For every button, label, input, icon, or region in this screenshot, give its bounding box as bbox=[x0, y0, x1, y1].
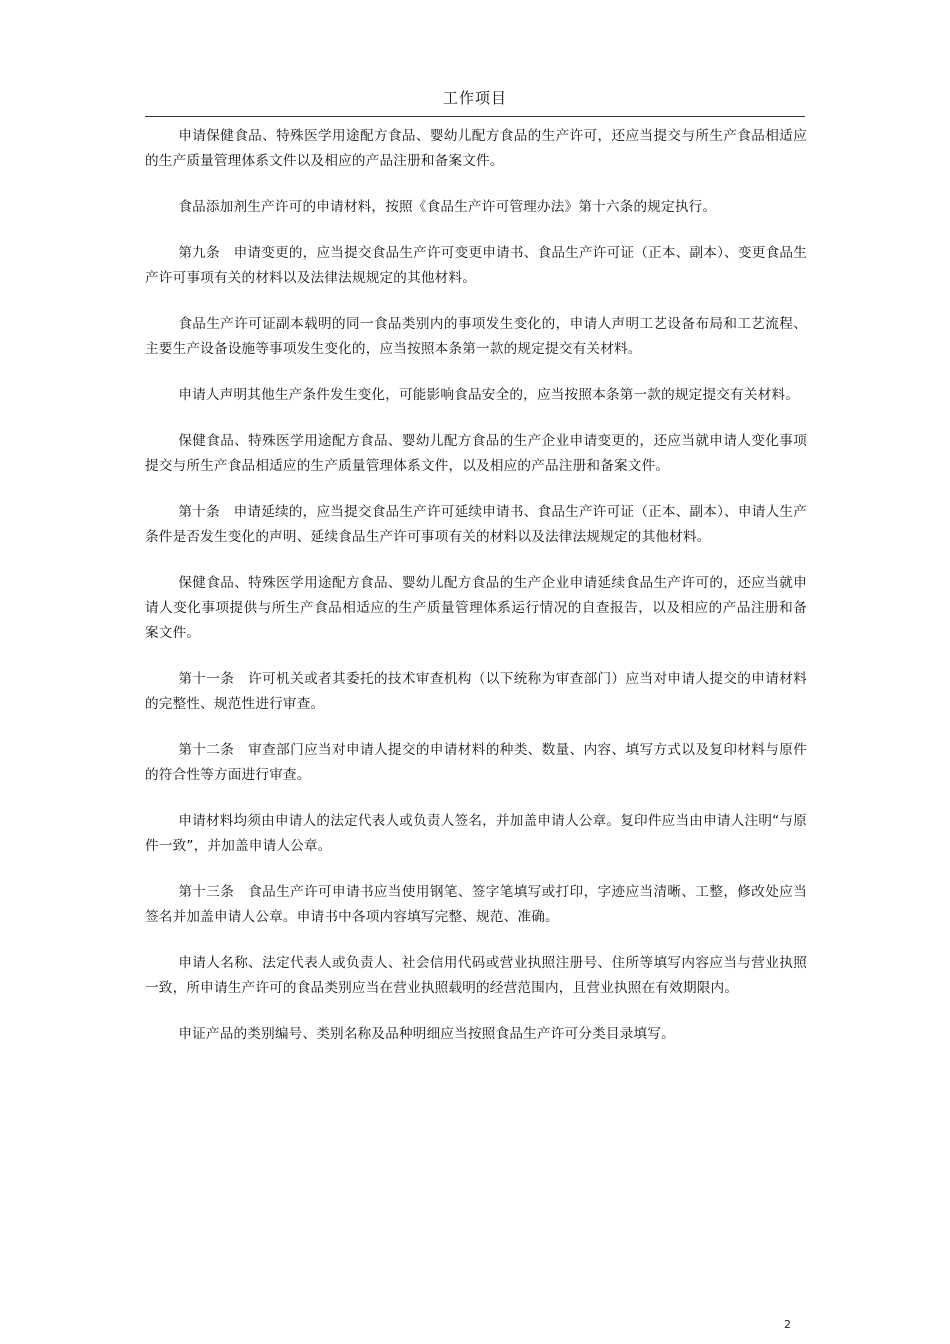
paragraph: 保健食品、特殊医学用途配方食品、婴幼儿配方食品的生产企业申请延续食品生产许可的，还应当就申请人变化事项提供与所生产食品相适应的生产质量管理体系运行情况的自查报告，以及相应的产品注册和备案文件。 bbox=[145, 575, 807, 641]
paragraph: 申请人声明其他生产条件发生变化，可能影响食品安全的，应当按照本条第一款的规定提交有关材料。 bbox=[178, 387, 800, 403]
paragraph: 第十二条 审查部门应当对申请人提交的申请材料的种类、数量、内容、填写方式以及复印材料与原件的符合性等方面进行审查。 bbox=[145, 742, 807, 783]
page-header bbox=[145, 82, 805, 117]
paragraph: 申请保健食品、特殊医学用途配方食品、婴幼儿配方食品的生产许可，还应当提交与所生产食品相适应的生产质量管理体系文件以及相应的产品注册和备案文件。 bbox=[145, 128, 807, 169]
paragraph: 申请人名称、法定代表人或负责人、社会信用代码或营业执照注册号、住所等填写内容应当与营业执照一致，所申请生产许可的食品类别应当在营业执照载明的经营范围内，且营业执照在有效期限内。 bbox=[145, 955, 807, 996]
paragraph: 申证产品的类别编号、类别名称及品种明细应当按照食品生产许可分类目录填写。 bbox=[178, 1026, 675, 1042]
page-header-title: 工作项目 bbox=[442, 89, 507, 107]
paragraph: 申请材料均须由申请人的法定代表人或负责人签名，并加盖申请人公章。复印件应当由申请人注明“与原件一致”，并加盖申请人公章。 bbox=[145, 813, 807, 854]
paragraph: 第九条 申请变更的，应当提交食品生产许可变更申请书、食品生产许可证（正本、副本）、变更食品生产许可事项有关的材料以及法律法规规定的其他材料。 bbox=[145, 245, 807, 286]
paragraph: 第十一条 许可机关或者其委托的技术审查机构（以下统称为审查部门）应当对申请人提交的申请材料的完整性、规范性进行审查。 bbox=[145, 671, 807, 712]
paragraph: 食品添加剂生产许可的申请材料，按照《食品生产许可管理办法》第十六条的规定执行。 bbox=[178, 199, 717, 215]
paragraph: 第十条 申请延续的，应当提交食品生产许可延续申请书、食品生产许可证（正本、副本）、申请人生产条件是否发生变化的声明、延续食品生产许可事项有关的材料以及法律法规规定的其他材料。 bbox=[145, 504, 807, 545]
paragraph: 保健食品、特殊医学用途配方食品、婴幼儿配方食品的生产企业申请变更的，还应当就申请人变化事项提交与所生产食品相适应的生产质量管理体系文件，以及相应的产品注册和备案文件。 bbox=[145, 433, 807, 474]
paragraph: 食品生产许可证副本载明的同一食品类别内的事项发生变化的，申请人声明工艺设备布局和工艺流程、主要生产设备设施等事项发生变化的，应当按照本条第一款的规定提交有关材料。 bbox=[145, 316, 807, 357]
page-number: 2 bbox=[784, 1318, 791, 1331]
paragraph: 第十三条 食品生产许可申请书应当使用钢笔、签字笔填写或打印，字迹应当清晰、工整，修改处应当签名并加盖申请人公章。申请书中各项内容填写完整、规范、准确。 bbox=[145, 884, 807, 925]
document-body bbox=[145, 124, 807, 1068]
